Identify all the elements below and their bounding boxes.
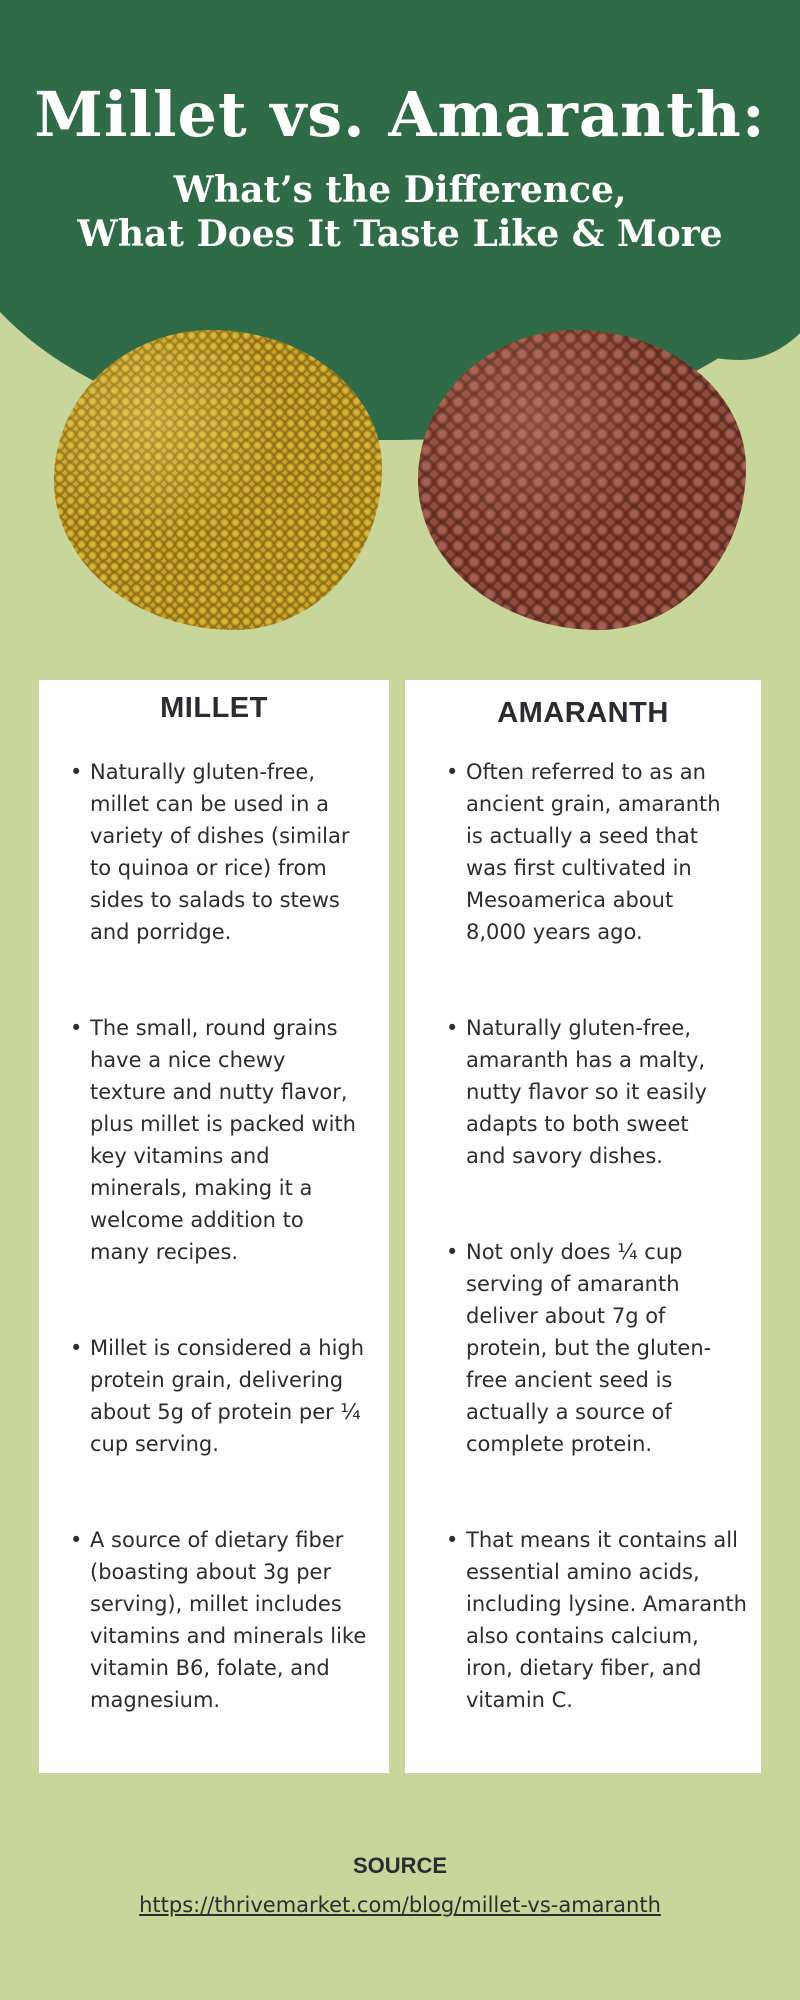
page-subtitle — [0, 168, 800, 256]
source-link[interactable]: https://thrivemarket.com/blog/millet-vs-amaranth — [139, 1893, 661, 1917]
amaranth-heading: AMARANTH — [497, 697, 669, 729]
amaranth-point-2: • Naturally gluten-free, amaranth has a malty, nutty flavor so it easily adapts to both sweet and savory dishes. — [438, 1012, 733, 1172]
millet-heading: MILLET — [160, 692, 268, 724]
page-title: Millet vs. Amaranth: — [34, 78, 766, 151]
millet-point-3: • Millet is considered a high protein grain, delivering about 5g of protein per ¼ cup serving. — [62, 1332, 372, 1460]
amaranth-seeds-image — [418, 330, 746, 630]
millet-point-2: • The small, round grains have a nice chewy texture and nutty flavor, plus millet is packed with key vitamins and minerals, making it a welcome addition to many recipes. — [62, 1012, 362, 1268]
source-label: SOURCE — [352, 1853, 448, 1878]
amaranth-point-1: • Often referred to as an ancient grain, amaranth is actually a seed that was first cultivated in Mesoamerica about 8,000 years ago. — [438, 756, 733, 948]
millet-point-1: • Naturally gluten-free, millet can be used in a variety of dishes (similar to quinoa or rice) from sides to salads to stews and porridge. — [62, 756, 362, 948]
subtitle-line-2: What Does It Taste Like & More — [77, 213, 723, 255]
millet-grains-image — [54, 330, 382, 630]
subtitle-line-1: What’s the Difference, — [173, 169, 627, 211]
amaranth-point-3: • Not only does ¼ cup serving of amaranth deliver about 7g of protein, but the gluten-free ancient seed is actually a source of complete protein. — [438, 1236, 733, 1460]
amaranth-point-4: • That means it contains all essential amino acids, including lysine. Amaranth also contains calcium, iron, dietary fiber, and vitamin C. — [438, 1524, 748, 1716]
millet-point-4: • A source of dietary fiber (boasting about 3g per serving), millet includes vitamins and minerals like vitamin B6, folate, and magnesium. — [62, 1524, 372, 1716]
